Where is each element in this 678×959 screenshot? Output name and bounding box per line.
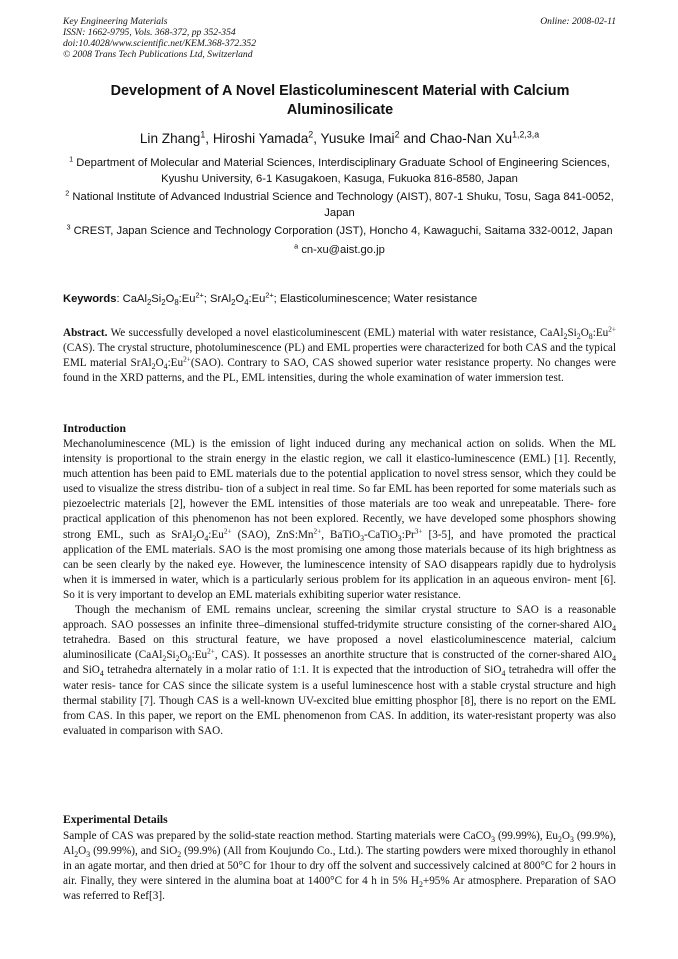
introduction-heading: Introduction	[63, 422, 126, 435]
affiliation	[63, 156, 616, 187]
affiliation-text: Department of Molecular and Material Sciences, Interdisciplinary Graduate School of Engineering Sciences, Kyushu University, 6-1 Kasugakoen, Kasuga, Fukuoka 816-8580, Japan	[73, 157, 610, 185]
keywords-text: : $CaAl_2Si_2O_8:Eu^{2+}$; $SrAl_2O_4:Eu^{2+}$; Elasticoluminescence; Water resistance	[116, 290, 478, 308]
author-name: Chao-Nan Xu	[429, 131, 513, 146]
abstract-label: Abstract.	[63, 327, 108, 339]
affiliation-list	[63, 156, 616, 261]
experimental-paragraph: Sample of CAS was prepared by the solid-state reaction method. Starting materials were CaCO$_3$ (99.99%), $Eu_2O_3$ (99.9%), $Al_2O_3$ (99.99%), and SiO$_2$ (99.9%) (All from Koujundo Co., Ltd.). The starting powders were mixed thoroughly in ethanol in an agate mortar, and then dried at 50°C for 1hour to dry off the solvent and successively calcined at 800°C for 2 hours in air. Finally, they were sintered in the alumina boat at 1400°C for 4 h in 5% $H_2+95\%$ Ar atmosphere. Preparation of SAO was referred to Ref[3].	[63, 830, 617, 903]
introduction-body	[63, 437, 616, 739]
author-name: Yusuke Imai	[320, 131, 395, 146]
abstract	[63, 326, 616, 386]
issn-line: ISSN: 1662-9795, Vols. 368-372, pp 352-354	[63, 27, 236, 38]
affiliation-mark: 2	[65, 188, 70, 198]
affiliation-text: CREST, Japan Science and Technology Corporation (JST), Honcho 4, Kawaguchi, Saitama 332-0012, Japan	[70, 225, 613, 237]
affiliation-text: cn-xu@aist.go.jp	[298, 243, 385, 256]
journal-name: Key Engineering Materials	[63, 16, 168, 27]
keywords	[63, 292, 616, 307]
author-affiliation-mark: 1	[200, 129, 206, 140]
experimental-body	[63, 829, 616, 904]
publication-header	[63, 16, 616, 60]
author-name: Lin Zhang	[139, 131, 201, 146]
author-affiliation-mark: 1,2,3,a	[512, 129, 540, 140]
paper-title: Development of A Novel Elasticoluminescent Material with Calcium Aluminosilicate	[110, 83, 570, 118]
affiliation	[63, 240, 616, 259]
affiliation	[63, 190, 616, 221]
affiliation-mark: 1	[69, 154, 74, 164]
online-date: Online: 2008-02-11	[540, 16, 616, 27]
abstract-text: We successfully developed a novel elasticoluminescent (EML) material with water resistance, $CaAl_2Si_2O_8:Eu^{2+}$ (CAS). The crystal structure, photoluminescence (PL) and EML properties were characterized for both CAS and the typical EML material $SrAl_2O_4:Eu^{2+}(SAO)$. Contrary to SAO, CAS showed superior water resistance property. No changes were found in the XRD patterns, and the PL, EML intensities, during the whole examination of water immersion test.	[63, 325, 616, 385]
affiliation-mark: a	[294, 240, 299, 250]
copyright-line: © 2008 Trans Tech Publications Ltd, Switzerland	[63, 49, 253, 60]
keywords-label: Keywords	[63, 293, 117, 305]
affiliation	[63, 224, 616, 240]
author-affiliation-mark: 2	[394, 129, 400, 140]
author-list: Lin Zhang$^1$, Hiroshi Yamada$^2$, Yusuke Imai$^2$ and Chao-Nan Xu$^{1,2,3,a}$	[139, 129, 540, 146]
experimental-heading: Experimental Details	[63, 813, 168, 826]
doi-line: doi:10.4028/www.scientific.net/KEM.368-372.352	[63, 38, 257, 49]
affiliation-text: National Institute of Advanced Industrial Science and Technology (AIST), 807-1 Shuku, Tosu, Saga 841-0052, Japan	[69, 191, 614, 219]
author-name: Hiroshi Yamada	[212, 131, 309, 146]
introduction-paragraph: Though the mechanism of EML remains unclear, screening the similar crystal structure to SAO is a reasonable approach. SAO possesses an infinite three–dimensional stuffed-tridymite structure consisting of the corner-shared AlO$_4$ tetrahedra. Based on this structural feature, we have proposed a novel elasticoluminescence material, calcium aluminosilicate ($CaAl_2Si_2O_8:Eu^{2+}$, CAS). It possesses an anorthite structure that is constructed of the corner-shared AlO$_4$ and SiO$_4$ tetrahedra alternately in a molar ratio of 1:1. It is expected that the introduction of SiO$_4$ tetrahedra will offer the water resis- tance for CAS since the silicate system is a useful luminescence host with a stable crystal structure and high thermal stability [7]. Though CAS is a well-known UV-excited blue emitting phosphor [8], there is no report on the EML from CAS. In this paper, we report on the EML phenomenon from CAS. In addition, its water-resistant property was also evaluated in comparison with SAO.	[63, 604, 616, 737]
affiliation-mark: 3	[66, 222, 71, 232]
author-affiliation-mark: 2	[308, 129, 314, 140]
introduction-paragraph: Mechanoluminescence (ML) is the emission of light induced during any mechanical action on solids. When the ML intensity is proportional to the strain energy in the elastic region, we call it elastico-luminescence (EML) [1]. Recently, much attention has been paid to EML materials due to the potential application to novel stress sensor, which they could be used to visualize the stress distribu- tion of a subject in real time. So far EML has been reported for some materials such as piezoelectric materials [2], however the EML intensities of those materials are too weak and unrepeatable. There- fore practical application of this phenomenon has not been explored. Recently, we have developed some phosphors showing strong EML, such as $SrAl_2O_4:Eu^{2+}$ (SAO), $ZnS:Mn^{2+}$, $BaTiO_3-CaTiO_3:Pr^{3+}$ [3-5], and have promoted the practical application of the EML materials. SAO is the most promising one among those materials because of its high brightness as can be seen clearly by the naked eye. However, the luminescence intensity of SAO disappears rapidly due to hydrolysis when it is immersed in water, which is a particularly serious problem for its application in an aqueous environ- ment [6]. So it is very important to develop an EML materials exhibiting superior water resistance.	[63, 438, 616, 601]
